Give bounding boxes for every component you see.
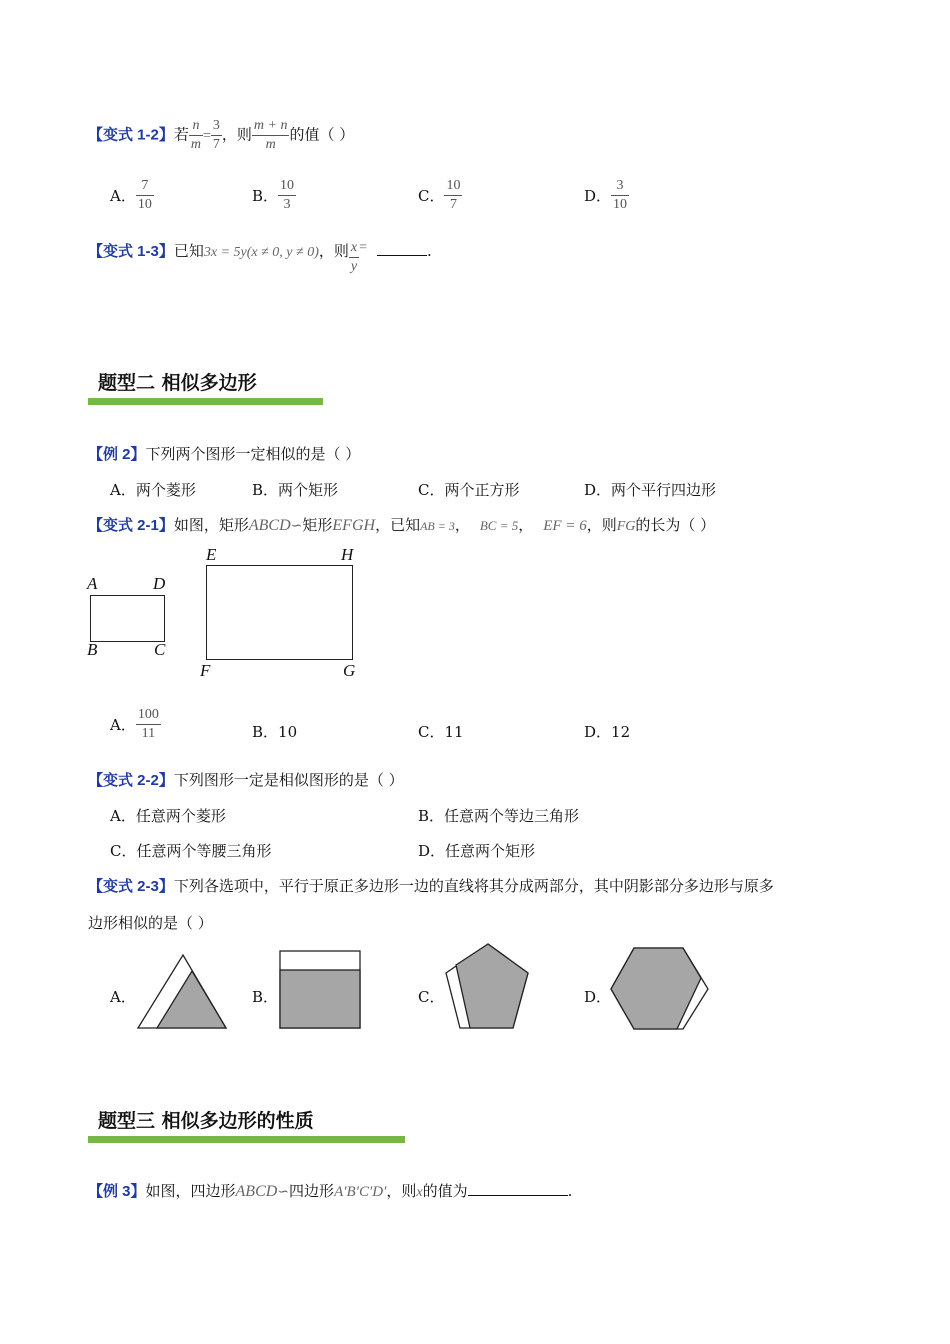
similar-symbol: ∽ (290, 519, 303, 534)
question-tag: 【变式 2-1】 (88, 517, 174, 534)
example-3 (88, 1180, 572, 1201)
option-b: B．任意两个等边三角形 (418, 807, 580, 825)
question-tag: 【例 2】 (88, 446, 146, 463)
question-text: ，则 (221, 125, 252, 144)
math-ab: AB = 3 (420, 519, 455, 533)
equation: 3x = 5y(x ≠ 0, y ≠ 0) (203, 245, 319, 260)
period: . (427, 242, 432, 260)
question-text: 如图，四边形 (145, 1182, 236, 1200)
vertex-label: C (154, 640, 166, 659)
option-d: D．两个平行四边形 (584, 481, 717, 499)
question-text: 的值（ ） (289, 125, 355, 144)
option-d: D．任意两个矩形 (418, 842, 536, 860)
math-abcd: ABCD (235, 1183, 278, 1200)
math-a-prime-b-prime-c-prime-d-prime: A′B′C′D′ (334, 1184, 387, 1200)
question-text: 下列两个图形一定相似的是（ ） (145, 445, 361, 463)
heading-underline (88, 398, 323, 405)
math-ef: EF = 6 (543, 518, 587, 534)
question-tag: 【变式 2-2】 (88, 772, 174, 789)
fraction-3-over-7: $\frac{3}{7}$ (212, 118, 220, 152)
section-heading: 题型三 相似多边形的性质 (98, 1110, 314, 1132)
pentagon-figure (442, 941, 532, 1033)
question-text-line2: 边形相似的是（ ） (88, 914, 213, 932)
option-c: C． (418, 988, 445, 1006)
option-c: C．任意两个等腰三角形 (110, 842, 272, 860)
question-1-3 (88, 240, 432, 275)
option-b: B． $\frac{10}{3}$ (252, 178, 295, 212)
comma: ， (518, 516, 534, 534)
option-c: C． $\frac{10}{7}$ (418, 178, 461, 212)
triangle-figure (135, 950, 230, 1032)
question-2-2 (88, 769, 404, 790)
similar-symbol: ∽ (277, 1185, 290, 1200)
option-fraction: $\frac{100}{11}$ (137, 707, 159, 741)
question-text: 如图，矩形 (173, 516, 249, 534)
question-text: 已知 (173, 242, 204, 260)
vertex-label: E (206, 545, 217, 564)
comma: ， (454, 516, 470, 534)
option-a: A．两个菱形 (110, 481, 196, 499)
option-b: B．两个矩形 (252, 481, 339, 499)
equals-sign: = (203, 128, 211, 144)
question-tag: 【变式 1-2】 (88, 126, 174, 144)
period: . (567, 1182, 573, 1200)
math-abcd: ABCD (248, 517, 291, 534)
question-text: ，则 (386, 1182, 417, 1200)
rectangle-figure (80, 540, 380, 690)
equals-sign: = (359, 240, 368, 255)
math-x: x (416, 1185, 423, 1200)
question-text: 四边形 (289, 1182, 335, 1200)
question-tag: 【变式 1-3】 (88, 243, 174, 260)
question-text: ，则 (318, 242, 349, 260)
answer-blank[interactable] (468, 1195, 568, 1196)
vertex-label: G (343, 661, 356, 680)
option-d: D． (584, 988, 612, 1006)
question-2-1 (88, 514, 715, 535)
option-fraction: $\frac{10}{3}$ (280, 178, 295, 212)
math-fg: FG (616, 519, 636, 534)
question-text: 下列各选项中，平行于原正多边形一边的直线将其分成两部分，其中阴影部分多边形与原多 (173, 877, 774, 895)
question-text: 的长为（ ） (635, 516, 716, 534)
rectangle-abcd (90, 595, 165, 642)
example-2 (88, 443, 360, 464)
option-d: D． $\frac{3}{10}$ (584, 178, 628, 212)
question-tag: 【变式 2-3】 (88, 878, 174, 895)
question-text: 若 (173, 125, 189, 144)
question-text: 下列图形一定是相似图形的是（ ） (173, 771, 404, 789)
option-a: A． (110, 988, 136, 1006)
hexagon-figure (608, 945, 713, 1033)
option-fraction: $\frac{10}{7}$ (446, 178, 461, 212)
option-c: C．11 (418, 723, 464, 741)
question-text: ，则 (586, 516, 617, 534)
rectangle-efgh (206, 565, 353, 660)
answer-blank[interactable] (377, 255, 427, 256)
vertex-label: B (87, 640, 98, 659)
option-b: B．10 (252, 723, 298, 741)
option-d: D．12 (584, 723, 631, 741)
question-2-3 (88, 875, 774, 896)
math-bc: BC = 5 (479, 518, 519, 533)
vertex-label: D (153, 574, 166, 593)
question-text: 的值为 (422, 1182, 468, 1200)
option-fraction: $\frac{7}{10}$ (137, 178, 152, 212)
question-1-2 (88, 118, 354, 153)
option-b: B． (252, 988, 279, 1006)
math-efgh: EFGH (332, 517, 376, 534)
square-figure (278, 949, 363, 1031)
option-fraction: $\frac{3}{10}$ (613, 178, 628, 212)
question-text: 矩形 (302, 516, 333, 534)
fraction-n-over-m: $\frac{n}{m}$ (190, 118, 201, 152)
heading-underline (88, 1136, 405, 1143)
question-tag: 【例 3】 (88, 1183, 146, 1200)
option-a: A．任意两个菱形 (110, 807, 226, 825)
option-c: C．两个正方形 (418, 481, 520, 499)
option-a: A． $\frac{100}{11}$ (110, 707, 159, 741)
option-a: A． $\frac{7}{10}$ (110, 178, 152, 212)
vertex-label: H (341, 545, 354, 564)
vertex-label: A (87, 574, 98, 593)
question-text: ，已知 (375, 516, 421, 534)
fraction-m-plus-n-over-m: $\frac{m + n}{m}$ (253, 118, 288, 152)
fraction-x-over-y: $\frac{x}{y}$ (350, 240, 358, 274)
vertex-label: F (200, 661, 211, 680)
section-heading: 题型二 相似多边形 (98, 372, 257, 394)
